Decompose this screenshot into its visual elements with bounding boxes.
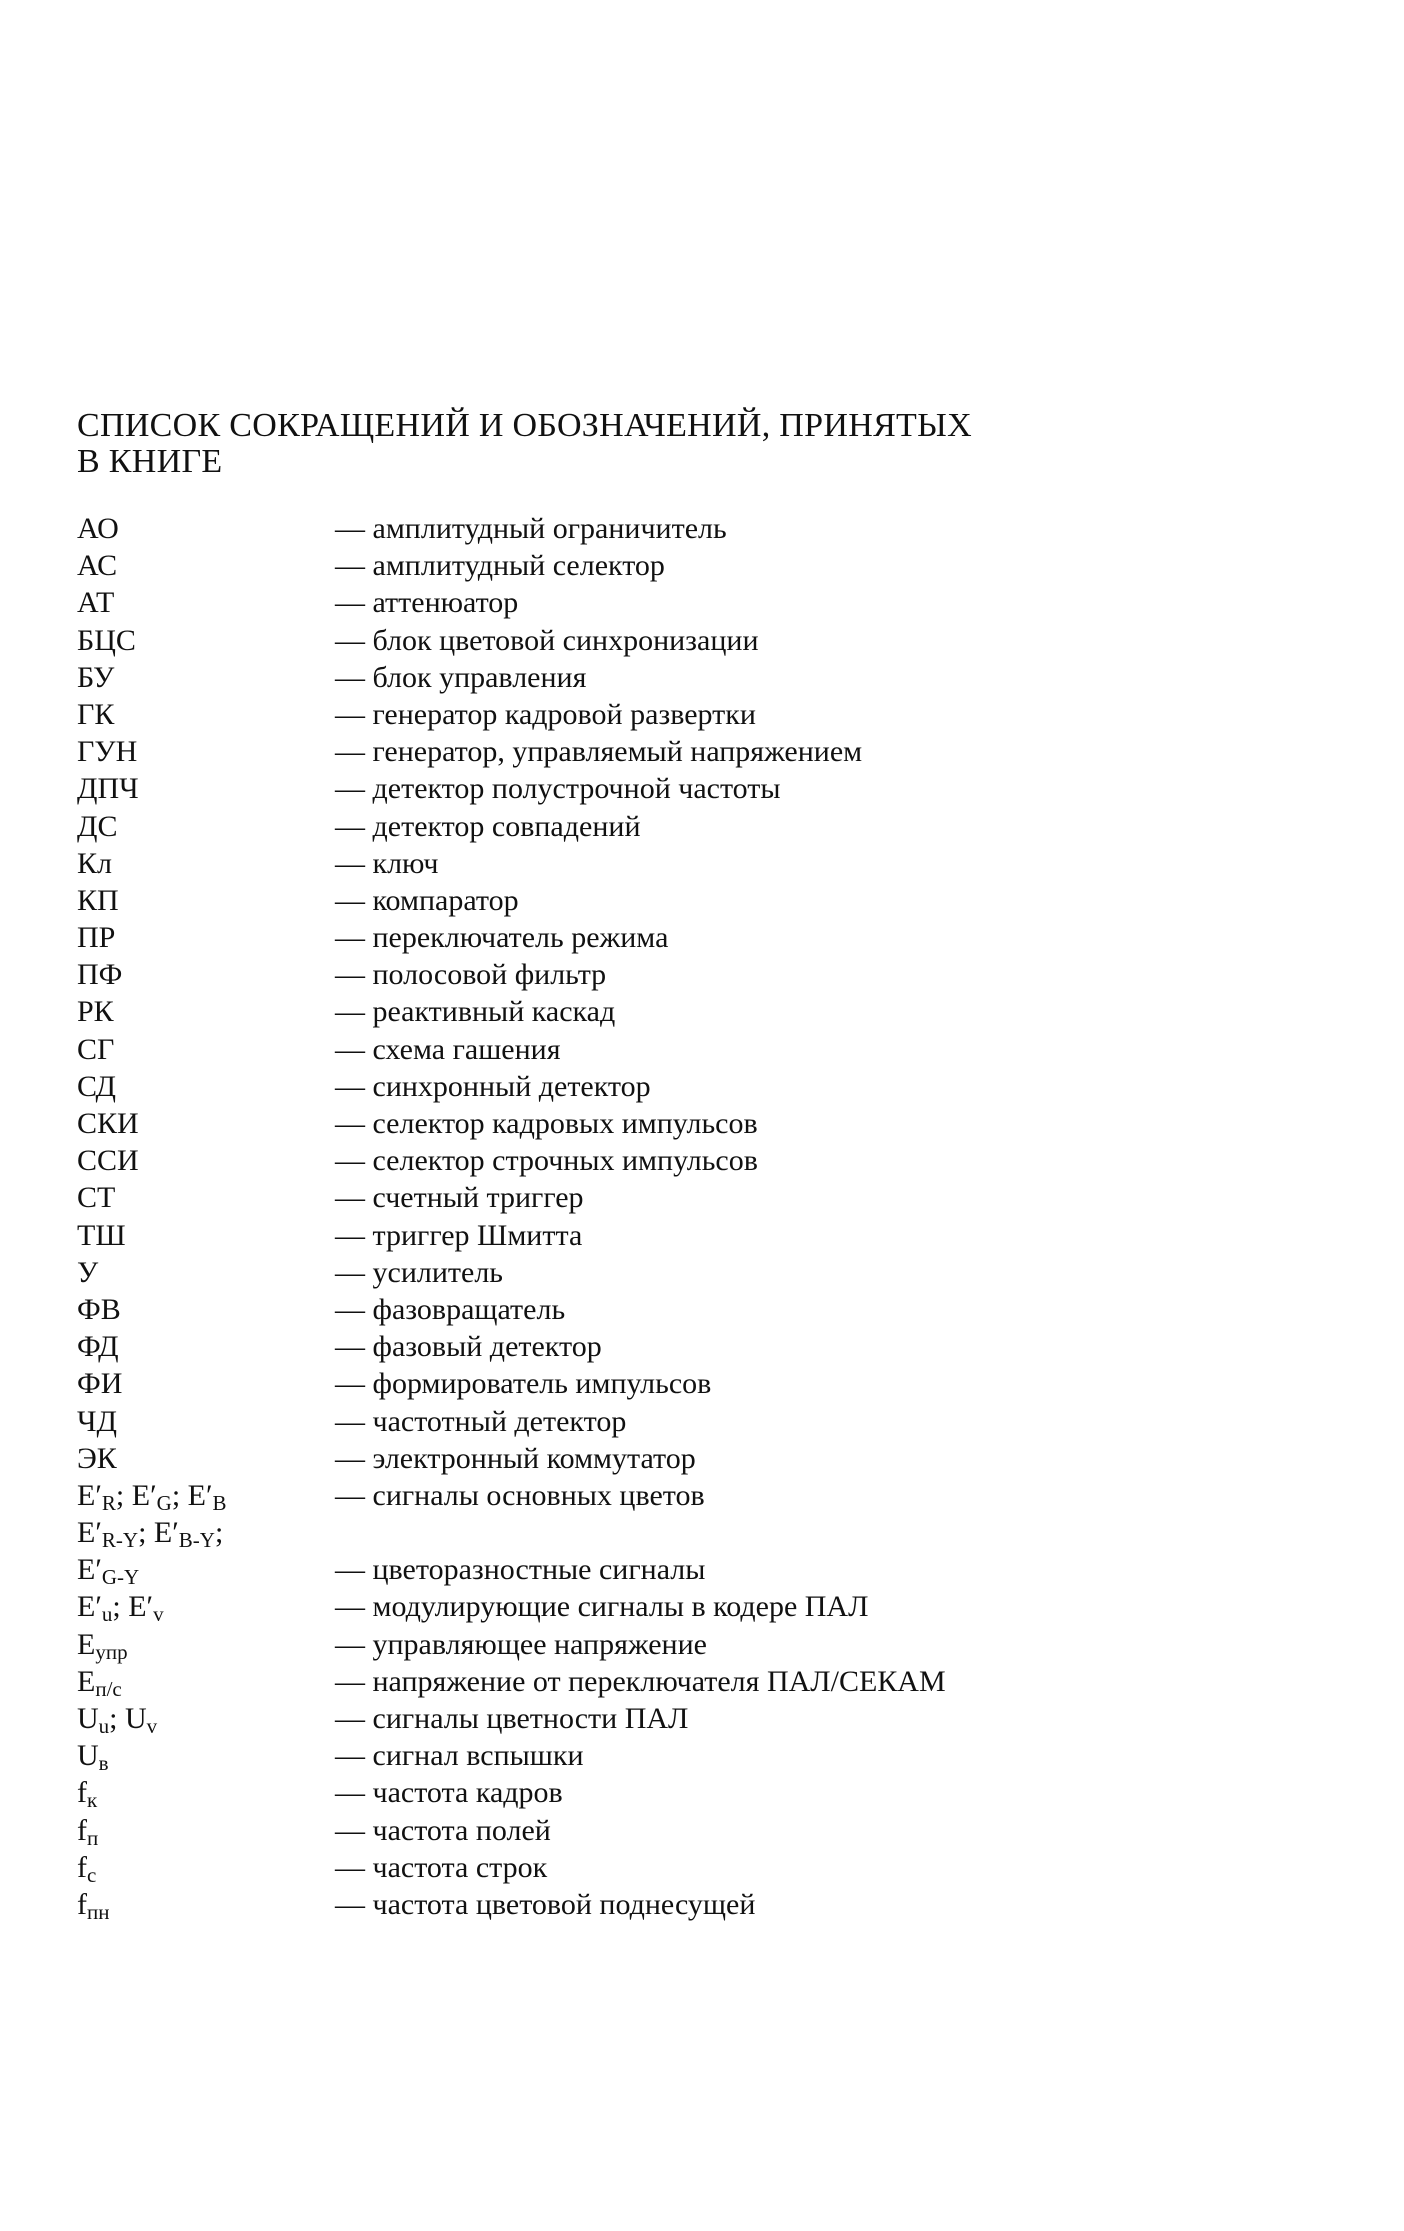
abbreviation-description: — модулирующие сигналы в кодере ПАЛ [335,1588,868,1625]
list-item [77,1477,1277,1514]
abbreviation-term: РК [77,995,114,1029]
abbreviation-description: — блок управления [335,659,586,696]
title-line-2: В КНИГЕ [77,443,223,480]
abbreviation-description: — частотный детектор [335,1403,626,1440]
list-item [77,696,1277,733]
list-item [77,993,1277,1030]
abbreviation-description: — фазовращатель [335,1291,565,1328]
abbreviation-description: — ключ [335,845,438,882]
abbreviation-description: — блок цветовой синхронизации [335,622,759,659]
abbreviation-term: $f_п$ [77,1813,99,1850]
abbreviation-term: $E_{упр}$ [77,1627,128,1664]
abbreviation-description: — формирователь импульсов [335,1365,711,1402]
page-title [77,408,1077,480]
list-item [77,659,1277,696]
abbreviation-term: $E'_{G-Y}$ [77,1553,140,1590]
list-item [77,1179,1277,1216]
list-item [77,1551,1277,1588]
abbreviation-term: ССИ [77,1144,139,1178]
abbreviation-description: — сигналы основных цветов [335,1477,705,1514]
abbreviation-term: СД [77,1069,116,1103]
list-item [77,1328,1277,1365]
list-item [77,733,1277,770]
abbreviation-description: — аттенюатор [335,584,518,621]
abbreviation-term: У [77,1255,99,1289]
list-item [77,622,1277,659]
abbreviation-term: Кл [77,846,112,880]
list-item [77,770,1277,807]
abbreviation-term: СГ [77,1032,115,1066]
list-item [77,1700,1277,1737]
list-item [77,1626,1277,1663]
abbreviation-description: — счетный триггер [335,1179,584,1216]
list-item [77,1849,1277,1886]
abbreviation-description: — селектор строчных импульсов [335,1142,758,1179]
abbreviation-description: — схема гашения [335,1031,561,1068]
list-item [77,584,1277,621]
abbreviation-term: СТ [77,1181,116,1215]
abbreviation-term: $E'_{R-Y}$; $E'_{B-Y}$; [77,1516,224,1553]
abbreviation-description: — сигнал вспышки [335,1737,584,1774]
abbreviation-description: — триггер Шмитта [335,1217,582,1254]
abbreviation-term: ЭК [77,1441,117,1475]
list-item [77,1142,1277,1179]
list-item [77,956,1277,993]
abbreviation-description: — детектор совпадений [335,808,641,845]
abbreviation-description: — переключатель режима [335,919,668,956]
abbreviation-description: — частота цветовой поднесущей [335,1886,755,1923]
abbreviation-term: БУ [77,660,115,694]
abbreviation-term: $U_в$ [77,1739,109,1776]
abbreviation-description: — управляющее напряжение [335,1626,707,1663]
abbreviation-term: КП [77,883,119,917]
list-item [77,1886,1277,1923]
abbreviation-description: — электронный коммутатор [335,1440,696,1477]
abbreviation-term: $f_к$ [77,1776,98,1813]
list-item [77,1068,1277,1105]
abbreviation-term: ФВ [77,1292,121,1326]
abbreviation-description: — амплитудный селектор [335,547,665,584]
abbreviation-term: ДПЧ [77,772,139,806]
list-item [77,1217,1277,1254]
list-item [77,1588,1277,1625]
abbreviation-description: — частота строк [335,1849,547,1886]
abbreviation-description: — синхронный детектор [335,1068,651,1105]
abbreviation-term: ГК [77,697,115,731]
list-item [77,1663,1277,1700]
list-item [77,845,1277,882]
abbreviation-description: — сигналы цветности ПАЛ [335,1700,688,1737]
abbreviation-term: ПФ [77,958,123,992]
abbreviation-term: АТ [77,586,115,620]
list-item [77,1291,1277,1328]
abbreviation-list [77,510,1277,1923]
abbreviation-term: ДС [77,809,118,843]
abbreviation-description: — селектор кадровых импульсов [335,1105,758,1142]
abbreviation-term: $E_{п/с}$ [77,1664,122,1701]
abbreviation-description: — детектор полустрочной частоты [335,770,781,807]
list-item [77,1403,1277,1440]
abbreviation-term: ФД [77,1330,119,1364]
abbreviation-term: БЦС [77,623,136,657]
list-item [77,1254,1277,1291]
list-item [77,1774,1277,1811]
abbreviation-term: ФИ [77,1367,123,1401]
title-line-1: СПИСОК СОКРАЩЕНИЙ И ОБОЗНАЧЕНИЙ, ПРИНЯТЫХ [77,407,972,444]
list-item [77,1105,1277,1142]
list-item [77,1440,1277,1477]
abbreviation-description: — полосовой фильтр [335,956,606,993]
abbreviation-term: ГУН [77,735,138,769]
abbreviation-description: — компаратор [335,882,519,919]
abbreviation-term: $U_u$; $U_v$ [77,1702,158,1738]
abbreviation-term: $f_{пн}$ [77,1887,110,1924]
list-item [77,1031,1277,1068]
abbreviation-term: СКИ [77,1107,139,1140]
list-item [77,1737,1277,1774]
abbreviation-description: — генератор, управляемый напряжением [335,733,862,770]
abbreviation-description: — генератор кадровой развертки [335,696,756,733]
abbreviation-term: АС [77,549,118,583]
abbreviation-term: ПР [77,921,116,955]
abbreviation-description: — амплитудный ограничитель [335,510,727,547]
list-item [77,1514,1277,1551]
abbreviation-description: — усилитель [335,1254,503,1291]
abbreviation-description: — напряжение от переключателя ПАЛ/СЕКАМ [335,1663,946,1700]
list-item [77,1812,1277,1849]
list-item [77,547,1277,584]
abbreviation-description: — частота кадров [335,1774,563,1811]
abbreviation-term: ЧД [77,1404,117,1438]
list-item [77,919,1277,956]
list-item [77,808,1277,845]
abbreviation-term: $f_с$ [77,1850,97,1887]
abbreviation-description: — реактивный каскад [335,993,615,1030]
abbreviation-description: — цветоразностные сигналы [335,1551,705,1588]
abbreviation-term: АО [77,512,119,545]
abbreviation-term: $E'_u$; $E'_v$ [77,1590,164,1627]
list-item [77,1365,1277,1402]
abbreviation-description: — фазовый детектор [335,1328,602,1365]
abbreviation-term: $E'_R$; $E'_G$; $E'_B$ [77,1478,227,1515]
abbreviation-description: — частота полей [335,1812,551,1849]
abbreviation-term: ТШ [77,1218,126,1252]
list-item [77,510,1277,547]
list-item [77,882,1277,919]
